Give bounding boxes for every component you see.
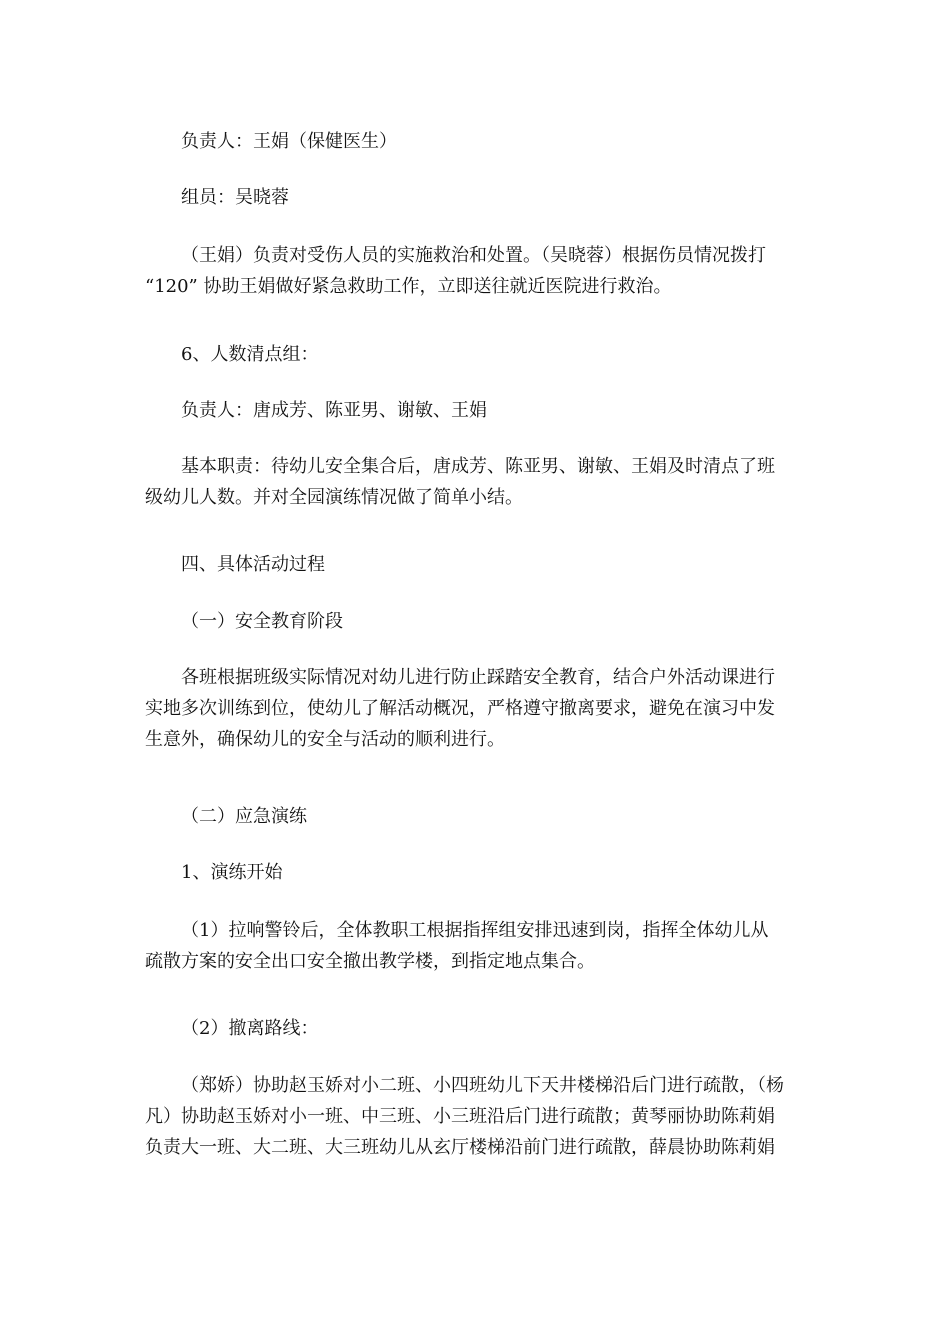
text-line: 实地多次训练到位，使幼儿了解活动概况，严格遵守撤离要求，避免在演习中发 — [145, 698, 775, 719]
text-line: 基本职责：待幼儿安全集合后，唐成芳、陈亚男、谢敏、王娟及时清点了班 — [181, 456, 775, 477]
text-line: 四、具体活动过程 — [181, 554, 325, 575]
paragraph-section-headcount — [145, 339, 807, 370]
text-line: 各班根据班级实际情况对幼儿进行防止踩踏安全教育，结合户外活动课进行 — [181, 667, 775, 688]
paragraph-evacuation-detail — [145, 1070, 807, 1163]
paragraph-health-lead — [145, 126, 807, 157]
text-line: 疏散方案的安全出口安全撤出教学楼，到指定地点集合。 — [145, 951, 595, 972]
paragraph-subsection-education — [145, 606, 807, 637]
paragraph-education-body — [145, 662, 807, 755]
text-line: （郑娇）协助赵玉娇对小二班、小四班幼儿下天井楼梯沿后门进行疏散，（杨 — [181, 1075, 784, 1096]
text-line: （2）撤离路线： — [181, 1018, 319, 1039]
paragraph-drill-alarm — [145, 915, 807, 977]
paragraph-health-duty — [145, 240, 807, 302]
text-line: 生意外，确保幼儿的安全与活动的顺利进行。 — [145, 729, 505, 750]
text-line: 凡）协助赵玉娇对小一班、中三班、小三班沿后门进行疏散；黄琴丽协助陈莉娟 — [145, 1106, 775, 1127]
text-line: （1）拉响警铃后，全体教职工根据指挥组安排迅速到岗，指挥全体幼儿从 — [181, 920, 769, 941]
text-line: 负责人：唐成芳、陈亚男、谢敏、王娟 — [181, 400, 487, 421]
paragraph-headcount-duty — [145, 451, 807, 513]
paragraph-headcount-lead — [145, 395, 807, 426]
text-line: 1、演练开始 — [181, 862, 283, 883]
paragraph-subsection-drill — [145, 801, 807, 832]
paragraph-health-member — [145, 182, 807, 213]
paragraph-evacuation-route — [145, 1013, 807, 1044]
text-line: “120” 协助王娟做好紧急救助工作，立即送往就近医院进行救治。 — [145, 276, 672, 297]
paragraph-drill-start — [145, 857, 807, 888]
text-line: 负责大一班、大二班、大三班幼儿从玄厅楼梯沿前门进行疏散，薛晨协助陈莉娟 — [145, 1137, 775, 1158]
text-line: （王娟）负责对受伤人员的实施救治和处置。（吴晓蓉）根据伤员情况拨打 — [181, 245, 766, 266]
text-line: （二）应急演练 — [181, 806, 307, 827]
text-line: 级幼儿人数。并对全园演练情况做了简单小结。 — [145, 487, 523, 508]
text-line: 6、人数清点组： — [181, 344, 319, 365]
text-line: 负责人：王娟（保健医生） — [181, 131, 397, 152]
text-line: （一）安全教育阶段 — [181, 611, 343, 632]
text-line: 组员：吴晓蓉 — [181, 187, 289, 208]
paragraph-section-four — [145, 549, 807, 580]
